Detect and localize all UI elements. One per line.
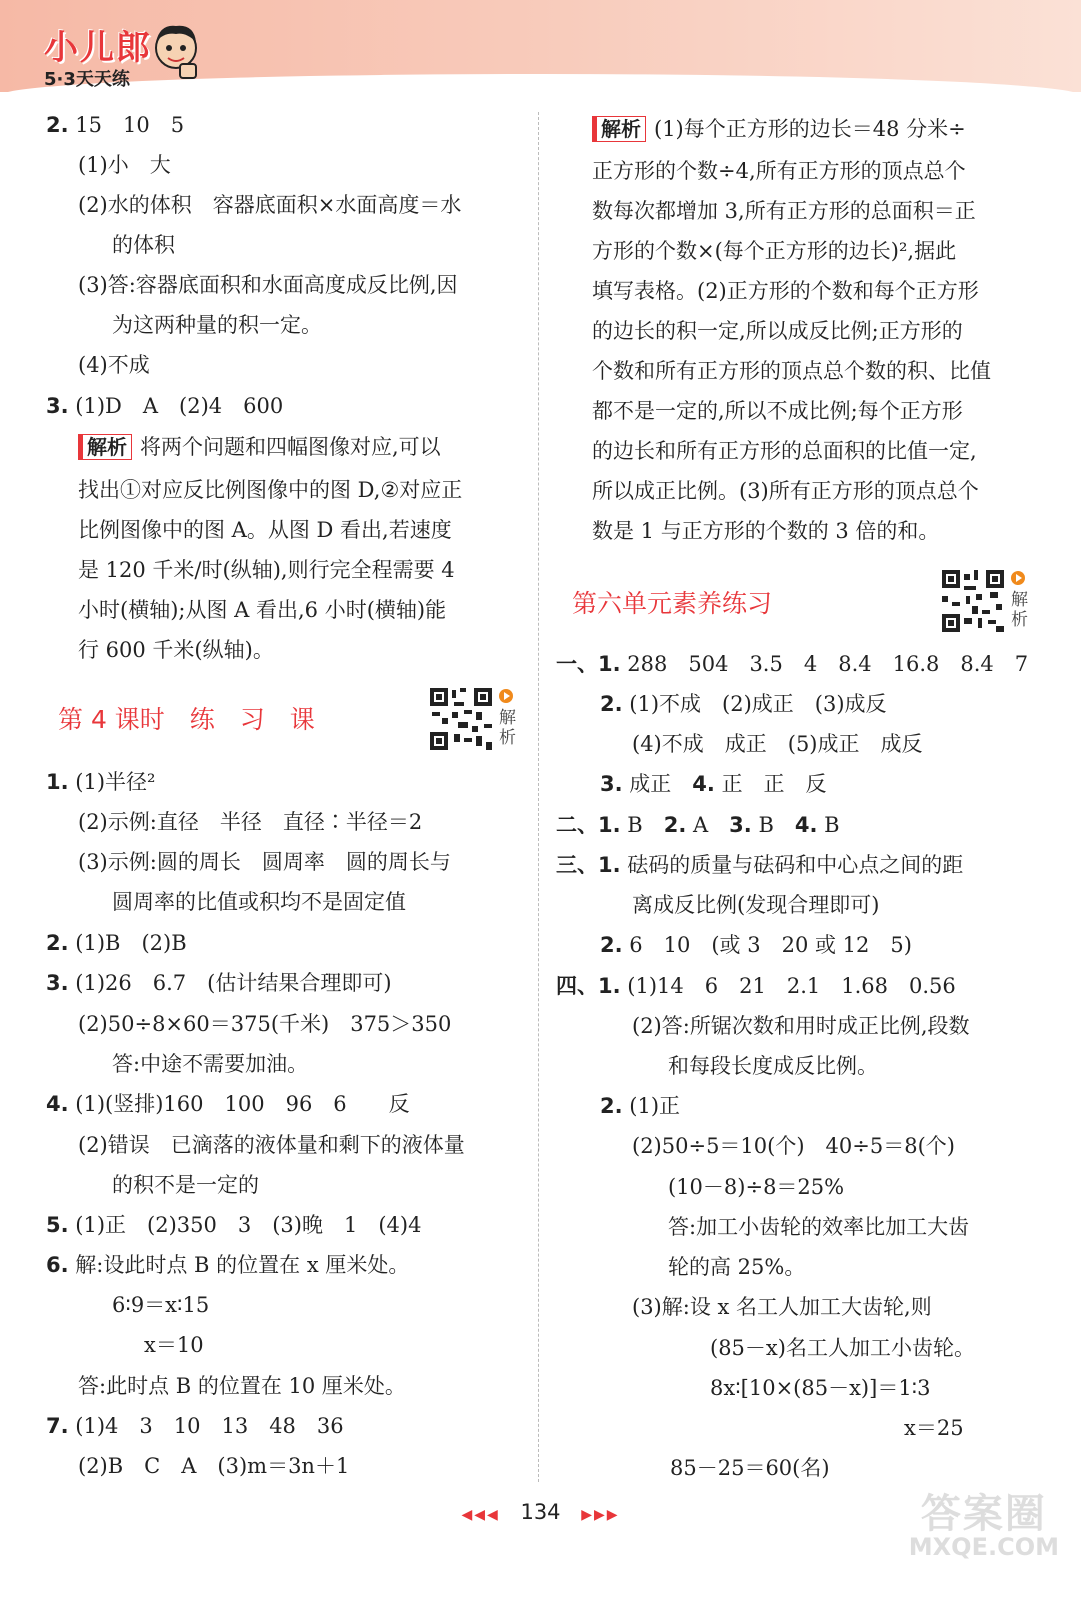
logo-subtitle: 5·3天天练 [44,69,130,90]
answer-line: 轮的高 25%。 [668,1255,806,1279]
answer-line: 和每段长度成反比例。 [668,1054,878,1078]
answer-line: (3)示例:圆的周长 圆周率 圆的周长与 [78,850,451,874]
mascot-icon [150,20,202,82]
answer-line: 为这两种量的积一定。 [112,313,322,337]
prev-arrows-icon: ◀◀◀ [461,1507,500,1523]
answer-line: 2. 6 10 (或 3 20 或 12 5) [600,933,912,957]
analysis-line: 方形的个数×(每个正方形的边长)²,据此 [592,239,957,263]
next-arrows-icon: ▶▶▶ [581,1507,620,1523]
column-divider [538,112,539,1482]
analysis-line: 找出①对应反比例图像中的图 D,②对应正 [78,478,463,502]
answer-line: 8x∶[10×(85－x)]＝1∶3 [710,1376,931,1400]
analysis-line: 是 120 千米/时(纵轴),则行完全程需要 4 [78,558,455,582]
answer-line: (2)示例:直径 半径 直径∶半径＝2 [78,810,423,834]
answer-line: x＝10 [144,1333,204,1357]
answer-line: 3. (1)26 6.7 (估计结果合理即可) [46,971,392,995]
answer-line: 3. (1)D A (2)4 600 [46,394,284,418]
analysis-line: 的边长和所有正方形的总面积的比值一定, [592,439,977,463]
answer-line: 四、1. (1)14 6 21 2.1 1.68 0.56 [556,974,956,998]
answer-line: 5. (1)正 (2)350 3 (3)晚 1 (4)4 [46,1213,422,1237]
answer-line: 的积不是一定的 [112,1173,259,1197]
watermark: 答案圈 MXQE.COM [908,1491,1059,1561]
analysis-line: 行 600 千米(纵轴)。 [78,638,274,662]
answer-line: 4. (1)(竖排)160 100 96 6 反 [46,1092,410,1116]
answer-line: 7. (1)4 3 10 13 48 36 [46,1414,344,1438]
analysis-line: 个数和所有正方形的顶点总个数的积、比值 [592,359,991,383]
answer-line: (2)错误 已滴落的液体量和剩下的液体量 [78,1133,465,1157]
answer-line: x＝25 [904,1416,964,1440]
answer-line: 2. (1)不成 (2)成正 (3)成反 [600,692,887,716]
answer-line: (2)B C A (3)m＝3n＋1 [78,1454,350,1478]
answer-line: (1)小 大 [78,153,171,177]
section-title: 第六单元素养练习 [572,589,773,618]
answer-line: 二、1. B 2. A 3. B 4. B [556,813,840,837]
analysis-line: 数是 1 与正方形的个数的 3 倍的和。 [592,519,940,543]
section-title: 第 4 课时 练 习 课 [58,705,315,734]
logo-title: 小儿郎 [44,28,152,68]
analysis-line: 解析 (1)每个正方形的边长＝48 分米÷ [592,116,966,142]
answer-line: 离成反比例(发现合理即可) [632,893,880,917]
answer-line: 圆周率的比值或积均不是固定值 [112,890,406,914]
answer-line: 答:此时点 B 的位置在 10 厘米处。 [78,1374,406,1398]
answer-line: 2. (1)B (2)B [46,931,187,955]
analysis-line: 数每次都增加 3,所有正方形的总面积＝正 [592,199,976,223]
answer-line: (85－x)名工人加工小齿轮。 [710,1336,975,1360]
answer-line: (2)50÷5＝10(个) 40÷5＝8(个) [632,1134,955,1158]
answer-line: 的体积 [112,233,175,257]
answer-line: 2. (1)正 [600,1094,681,1118]
analysis-line: 所以成正比例。(3)所有正方形的顶点总个 [592,479,979,503]
analysis-line: 解析 将两个问题和四幅图像对应,可以 [78,434,441,460]
answer-line: (4)不成 成正 (5)成正 成反 [632,732,923,756]
analysis-tag: 解析 [592,116,646,142]
play-icon [1011,571,1025,585]
answer-line: (3)解:设 x 名工人加工大齿轮,则 [632,1295,932,1319]
qr-label: 解析 [499,688,519,748]
qr-label: 解析 [1011,570,1031,630]
answer-line: 85－25＝60(名) [670,1456,830,1480]
answer-line: 6∶9＝x∶15 [112,1293,210,1317]
answer-line: 6. 解:设此时点 B 的位置在 x 厘米处。 [46,1253,410,1277]
answer-line: 三、1. 砝码的质量与砝码和中心点之间的距 [556,853,964,877]
analysis-line: 小时(横轴);从图 A 看出,6 小时(横轴)能 [78,598,447,622]
answer-line: 2. 15 10 5 [46,113,185,137]
page-number: 134 [520,1500,561,1524]
answer-line: 一、1. 288 504 3.5 4 8.4 16.8 8.4 7 [556,652,1029,676]
analysis-line: 正方形的个数÷4,所有正方形的顶点总个 [592,159,966,183]
brand-logo [44,20,152,91]
analysis-line: 填写表格。(2)正方形的个数和每个正方形 [592,279,979,303]
qr-code-icon[interactable] [428,686,494,752]
answer-line: 答:中途不需要加油。 [112,1052,309,1076]
answer-line: (2)答:所锯次数和用时成正比例,段数 [632,1014,970,1038]
analysis-line: 比例图像中的图 A。从图 D 看出,若速度 [78,518,452,542]
qr-code-icon[interactable] [940,568,1006,634]
answer-line: 3. 成正 4. 正 正 反 [600,772,827,796]
answer-line: (2)50÷8×60＝375(千米) 375＞350 [78,1012,452,1036]
analysis-tag: 解析 [78,434,132,460]
answer-line: (3)答:容器底面积和水面高度成反比例,因 [78,273,458,297]
analysis-line: 都不是一定的,所以不成比例;每个正方形 [592,399,963,423]
answer-line: (10－8)÷8＝25% [668,1175,845,1199]
answer-line: 1. (1)半径² [46,770,156,794]
answer-line: (2)水的体积 容器底面积×水面高度＝水 [78,193,462,217]
answer-line: (4)不成 [78,353,150,377]
answer-line: 答:加工小齿轮的效率比加工大齿 [668,1215,970,1239]
analysis-line: 的边长的积一定,所以成反比例;正方形的 [592,319,963,343]
play-icon [499,689,513,703]
